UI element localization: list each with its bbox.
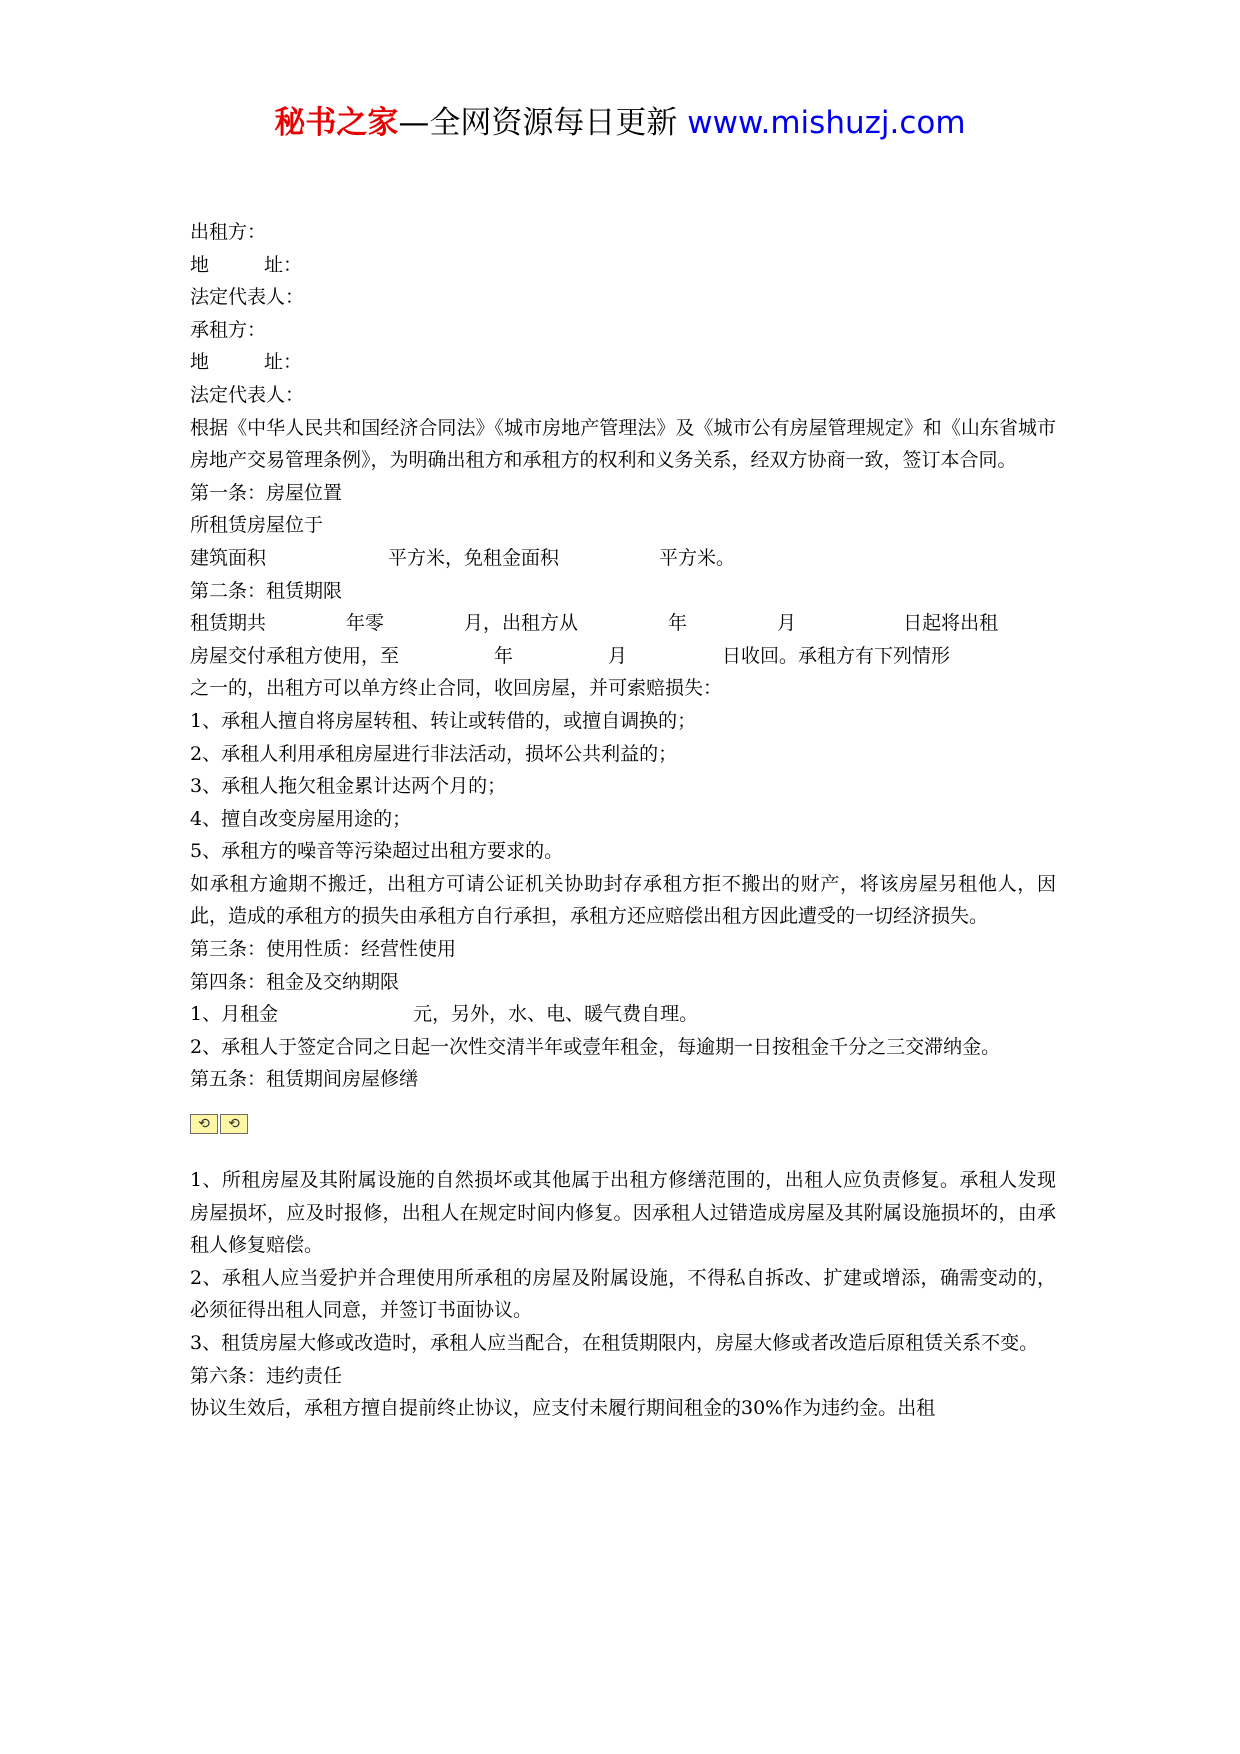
article-1-location: 所租赁房屋位于 (190, 514, 324, 537)
article-6-text: 协议生效后，承租方擅自提前终止协议，应支付未履行期间租金的30%作为违约金。出租 (190, 1397, 936, 1420)
nav-prev-icon[interactable]: ⟲ (190, 1114, 218, 1134)
article-6-title: 第六条：违约责任 (190, 1364, 343, 1387)
lessee-label: 承租方： (190, 318, 267, 341)
article-2-term-line-1: 租赁期共 年零 月，出租方从 年 月 日起将出租 (190, 612, 999, 635)
article-2-item: 3、承租人拖欠租金累计达两个月的； (190, 775, 507, 798)
nav-next-icon[interactable]: ⟲ (220, 1114, 248, 1134)
lessor-label: 出租方： (190, 221, 267, 243)
article-5-title: 第五条：租赁期间房屋修缮 (190, 1068, 419, 1091)
article-3-title: 第三条：使用性质：经营性使用 (190, 938, 457, 961)
lessee-representative-label: 法定代表人： (190, 383, 305, 406)
article-1-title: 第一条：房屋位置 (190, 481, 343, 504)
site-url-link[interactable]: www.mishuzj.com (687, 105, 966, 141)
article-1-area: 建筑面积 平方米，免租金面积 平方米。 (190, 546, 736, 569)
article-2-eviction-paragraph: 如承租方逾期不搬迁，出租方可请公证机关协助封存承租方拒不搬出的财产，将该房屋另租他人，因此，造成的承租方的损失由承租方自行承担，承租方还应赔偿出租方因此遭受的一切经济损失。 (190, 872, 1056, 928)
article-2-item: 4、擅自改变房屋用途的； (190, 807, 412, 830)
article-5-item: 1、所租房屋及其附属设施的自然损坏或其他属于出租方修缮范围的，出租人应负责修复。承租人发现房屋损坏，应及时报修，出租人在规定时间内修复。因承租人过错造成房屋及其附属设施损坏的，由承租人修复赔偿。 (190, 1169, 1056, 1257)
site-name: 秘书之家 (274, 105, 399, 141)
article-4-title: 第四条：租金及交纳期限 (190, 970, 400, 993)
article-5-item: 3、租赁房屋大修或改造时，承租人应当配合，在租赁期限内，房屋大修或者改造后原租赁关系不变。 (190, 1332, 1039, 1354)
article-2-item: 5、承租方的噪音等污染超过出租方要求的。 (190, 840, 564, 863)
article-2-item: 1、承租人擅自将房屋转租、转让或转借的，或擅自调换的； (190, 709, 697, 732)
site-banner (0, 102, 1240, 144)
lessee-address-label: 地 址： (190, 351, 303, 374)
lessor-address-label: 地 址： (190, 253, 303, 276)
preamble-paragraph: 根据《中华人民共和国经济合同法》《城市房地产管理法》及《城市公有房屋管理规定》和《山东省城市房地产交易管理条例》，为明确出租方和承租方的权利和义务关系，经双方协商一致，签订本合同。 (190, 416, 1056, 472)
article-5-item: 2、承租人应当爱护并合理使用所承租的房屋及附属设施，不得私自拆改、扩建或增添，确需变动的，必须征得出租人同意，并签订书面协议。 (190, 1266, 1056, 1322)
navigation-icons (190, 1114, 248, 1134)
lessor-representative-label: 法定代表人： (190, 286, 305, 309)
article-2-term-line-2: 房屋交付承租方使用，至 年 月 日收回。承租方有下列情形 (190, 644, 951, 667)
article-4-rent: 1、月租金 元，另外，水、电、暖气费自理。 (190, 1003, 699, 1026)
article-2-term-line-3: 之一的，出租方可以单方终止合同，收回房屋，并可索赔损失： (190, 677, 723, 700)
article-2-item: 2、承租人利用承租房屋进行非法活动，损坏公共利益的； (190, 742, 678, 765)
article-2-title: 第二条：租赁期限 (190, 579, 343, 602)
article-4-payment-paragraph: 2、承租人于签定合同之日起一次性交清半年或壹年租金，每逾期一日按租金千分之三交滞纳金。 (190, 1035, 1001, 1058)
contract-body (190, 216, 1056, 1425)
site-tagline: —全网资源每日更新 (398, 105, 688, 141)
